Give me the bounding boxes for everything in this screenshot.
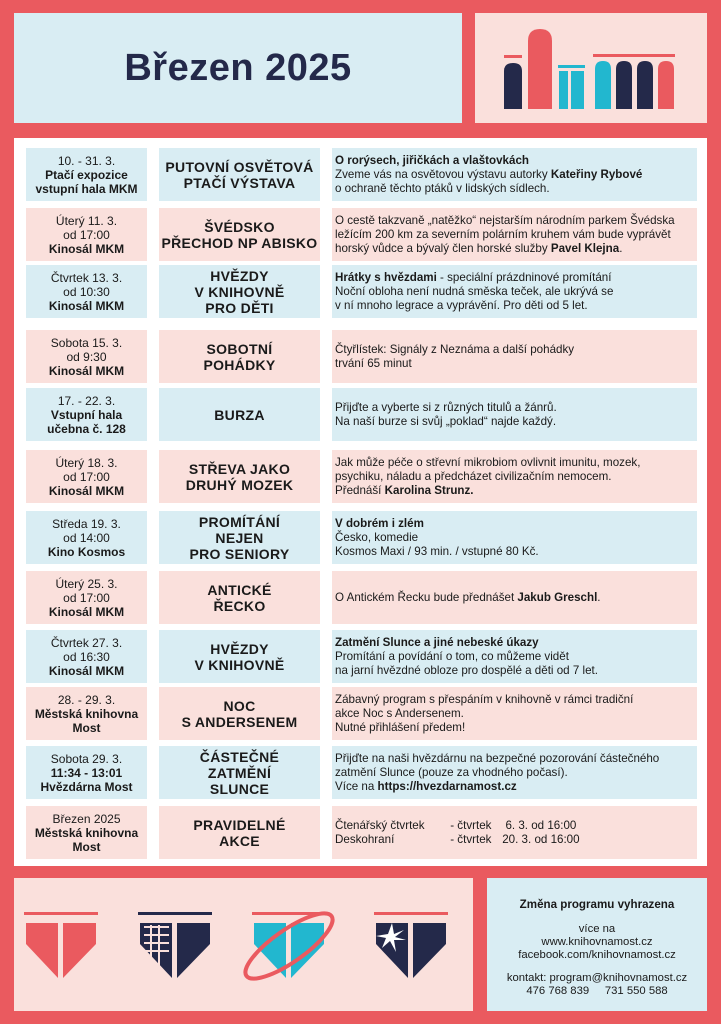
event-name-line: PUTOVNÍ OSVĚTOVÁ (165, 158, 314, 175)
event-description (332, 330, 697, 383)
program-list (14, 138, 707, 866)
event-description-line (335, 693, 697, 707)
event-description (332, 388, 697, 441)
event-description (332, 571, 697, 624)
event-row (24, 330, 697, 383)
event-description-line (335, 271, 697, 285)
event-description-line (335, 531, 697, 545)
highlighted-text: Kateřiny Rybové (550, 167, 643, 181)
event-description-line (335, 214, 697, 228)
event-when-where (26, 330, 147, 383)
regular-event-field: 6. 3. od 16:00 (499, 818, 577, 832)
event-description-line (335, 242, 697, 256)
highlighted-text: Hrátky s hvězdami (335, 270, 437, 284)
event-name-line: ANTICKÉ (207, 581, 272, 598)
description-text: v ní mnoho legrace a vyprávění. Pro děti od 5 let. (335, 298, 588, 312)
event-location: Městská knihovna (34, 706, 139, 721)
heart-logos-panel (14, 878, 473, 1011)
event-location: Most (72, 839, 101, 854)
event-name-line: PROMÍTÁNÍ (198, 513, 281, 530)
event-name (159, 630, 320, 683)
event-location: Kinosál MKM (48, 483, 125, 498)
description-text: . (597, 590, 601, 604)
event-name-line: ZATMĚNÍ (207, 764, 272, 781)
description-text: Noční obloha není nudná směska teček, ale ukrývá se (335, 284, 614, 298)
event-date: Úterý 18. 3. (55, 455, 118, 470)
event-name-line: ŘECKO (213, 597, 266, 614)
event-description-line (335, 484, 697, 498)
event-date: Sobota 29. 3. (50, 751, 123, 766)
event-name-line: PŘECHOD NP ABISKO (161, 234, 318, 251)
event-location: 11:34 - 13:01 (50, 765, 123, 780)
regular-event-line (335, 833, 697, 847)
event-location: Kinosál MKM (48, 298, 125, 313)
event-date: 28. - 29. 3. (57, 692, 116, 707)
description-text: ležícím 200 km za severním polárním kruhem vám bude vyprávět (335, 227, 671, 241)
event-description-line (335, 752, 697, 766)
event-description-line (335, 343, 697, 357)
event-when-where (26, 746, 147, 799)
page-title: Březen 2025 (124, 46, 352, 89)
event-description-line (335, 780, 697, 794)
event-name (159, 450, 320, 503)
event-row (24, 265, 697, 318)
event-name-line: ŠVÉDSKO (204, 218, 275, 235)
event-location: učebna č. 128 (47, 421, 126, 436)
event-description-line (335, 650, 697, 664)
event-description-line (335, 456, 697, 470)
event-name-line: S ANDERSENEM (181, 713, 298, 730)
event-description (332, 265, 697, 318)
event-name (159, 511, 320, 564)
event-date: Středa 19. 3. (52, 516, 121, 531)
event-name-line: STŘEVA JAKO (188, 460, 291, 477)
event-name (159, 148, 320, 201)
event-name (159, 746, 320, 799)
event-name (159, 806, 320, 859)
navy-heart-star-icon (374, 912, 448, 978)
highlighted-text: https://hvezdarnamost.cz (377, 779, 517, 793)
event-when-where (26, 511, 147, 564)
event-date: od 17:00 (63, 590, 110, 605)
event-name-line: PRO SENIORY (189, 545, 290, 562)
highlighted-text: Jakub Greschl (517, 590, 598, 604)
event-location: Kino Kosmos (47, 544, 126, 559)
event-when-where (26, 806, 147, 859)
highlighted-text: Pavel Klejna (550, 241, 620, 255)
event-description (332, 687, 697, 740)
regular-event-field: - čtvrtek (447, 818, 492, 832)
description-text: Zábavný program s přespáním v knihovně v rámci tradiční (335, 692, 634, 706)
description-text: Přijďte a vyberte si z různých titulů a žánrů. (335, 400, 557, 414)
library-building-logo-icon (475, 13, 707, 123)
description-text: O Antickém Řecku bude přednášet (335, 590, 518, 604)
event-description-line (335, 357, 697, 371)
event-description-line (335, 228, 697, 242)
contact-panel (487, 878, 707, 1011)
event-name (159, 265, 320, 318)
contact-email[interactable]: kontakt: program@knihovnamost.cz (506, 972, 688, 984)
event-row (24, 511, 697, 564)
program-change-notice: Změna programu vyhrazena (519, 898, 675, 911)
event-location: Vstupní hala (50, 407, 123, 422)
event-location: Kinosál MKM (48, 241, 125, 256)
event-when-where (26, 687, 147, 740)
event-row (24, 630, 697, 683)
event-description-line (335, 664, 697, 678)
event-description-line (335, 168, 697, 182)
event-name-line: AKCE (219, 832, 260, 849)
event-date: Úterý 11. 3. (55, 213, 118, 228)
event-description (332, 148, 697, 201)
event-description-line (335, 545, 697, 559)
event-date: 10. - 31. 3. (57, 153, 116, 168)
event-description-line (335, 636, 697, 650)
event-location: vstupní hala MKM (35, 181, 138, 196)
description-text: Více na (335, 779, 378, 793)
event-when-where (26, 450, 147, 503)
event-when-where (26, 148, 147, 201)
event-name-line: HVĚZDY (210, 267, 269, 284)
description-text: Jak může péče o střevní mikrobiom ovlivnit imunitu, mozek, (335, 455, 641, 469)
event-location: Most (72, 720, 101, 735)
description-text: Promítání a povídání o tom, co můžeme vidět (335, 649, 569, 663)
event-date: Čtvrtek 13. 3. (50, 270, 123, 285)
event-name-line: V KNIHOVNĚ (194, 656, 285, 673)
description-text: Na naší burze si svůj „poklad“ najde každý. (335, 414, 557, 428)
event-name-line: SLUNCE (209, 780, 270, 797)
event-name (159, 388, 320, 441)
description-text: na jarní hvězdné obloze pro dospělé a děti od 7 let. (335, 663, 598, 677)
event-description-line (335, 707, 697, 721)
highlighted-text: V dobrém i zlém (335, 516, 424, 530)
event-description-line (335, 591, 697, 605)
description-text: Zveme vás na osvětovou výstavu autorky (335, 167, 551, 181)
description-text: psychiku, náladu a předcházet civilizačním nemocem. (335, 469, 612, 483)
cyan-heart-orbit-icon (237, 903, 341, 989)
event-location: Kinosál MKM (48, 604, 125, 619)
event-date: 17. - 22. 3. (57, 393, 116, 408)
event-description (332, 511, 697, 564)
event-description-line (335, 182, 697, 196)
highlighted-text: O rorýsech, jiřičkách a vlaštovkách (335, 153, 529, 167)
contact-phones: 476 768 839 731 550 588 (526, 985, 668, 997)
event-description-line (335, 517, 697, 531)
description-text: Nutné přihlášení předem! (335, 720, 466, 734)
event-when-where (26, 265, 147, 318)
event-when-where (26, 388, 147, 441)
navy-heart-window-icon (138, 912, 212, 978)
event-row (24, 148, 697, 201)
event-when-where (26, 571, 147, 624)
event-location: Městská knihovna (34, 825, 139, 840)
description-text: Česko, komedie (335, 530, 419, 544)
event-description (332, 630, 697, 683)
event-date: od 16:30 (63, 649, 110, 664)
event-location: Hvězdárna Most (40, 779, 133, 794)
highlighted-text: Zatmění Slunce a jiné nebeské úkazy (335, 635, 539, 649)
event-description-line (335, 285, 697, 299)
highlighted-text: Karolina Strunz. (384, 483, 474, 497)
description-text: Přednáší (335, 483, 385, 497)
event-date: od 17:00 (63, 469, 110, 484)
regular-event-line (335, 819, 697, 833)
event-when-where (26, 630, 147, 683)
description-text: - speciální prázdninové promítání (436, 270, 612, 284)
description-text: Kosmos Maxi / 93 min. / vstupné 80 Kč. (335, 544, 539, 558)
event-name-line: NOC (223, 697, 256, 714)
description-text: Přijďte na naši hvězdárnu na bezpečné pozorování částečného (335, 751, 660, 765)
event-description (332, 806, 697, 859)
event-description-line (335, 721, 697, 735)
event-name-line: DRUHÝ MOZEK (185, 476, 294, 493)
event-name (159, 571, 320, 624)
event-row (24, 450, 697, 503)
regular-event-field: Čtenářský čtvrtek (335, 818, 425, 832)
event-name-line: NEJEN (215, 529, 264, 546)
description-text: . (619, 241, 623, 255)
event-row (24, 746, 697, 799)
event-name-line: HVĚZDY (210, 640, 269, 657)
library-logo-panel (475, 13, 707, 123)
event-name-line: POHÁDKY (203, 356, 276, 373)
regular-event-field: 20. 3. od 16:00 (499, 832, 580, 846)
red-heart-icon (24, 912, 98, 978)
event-name-line: PRAVIDELNÉ (193, 816, 286, 833)
event-when-where (26, 208, 147, 261)
event-description-line (335, 299, 697, 313)
event-description (332, 746, 697, 799)
event-name (159, 208, 320, 261)
event-row (24, 208, 697, 261)
event-description-line (335, 415, 697, 429)
description-text: Čtyřlístek: Signály z Neznáma a další pohádky (335, 342, 575, 356)
event-row (24, 687, 697, 740)
event-date: od 17:00 (63, 227, 110, 242)
event-name-line: V KNIHOVNĚ (194, 283, 285, 300)
event-description-line (335, 401, 697, 415)
event-date: od 14:00 (63, 530, 110, 545)
event-date: od 9:30 (66, 349, 107, 364)
event-date: od 10:30 (63, 284, 110, 299)
description-text: O cestě takzvaně „natěžko“ nejstarším národním parkem Švédska (335, 213, 675, 227)
event-row (24, 806, 697, 859)
event-name-line: ČÁSTEČNÉ (199, 748, 280, 765)
title-panel (14, 13, 462, 123)
facebook-link[interactable]: facebook.com/knihovnamost.cz (518, 949, 676, 961)
description-text: akce Noc s Andersenem. (335, 706, 464, 720)
event-location: Ptačí expozice (45, 167, 128, 182)
event-date: Čtvrtek 27. 3. (50, 635, 123, 650)
event-row (24, 571, 697, 624)
event-description (332, 450, 697, 503)
event-date: Březen 2025 (52, 811, 121, 826)
regular-event-field: - čtvrtek (447, 832, 492, 846)
event-location: Kinosál MKM (48, 663, 125, 678)
regular-event-field: Deskohraní (335, 832, 395, 846)
event-date: Úterý 25. 3. (55, 576, 118, 591)
event-description (332, 208, 697, 261)
event-name-line: PTAČÍ VÝSTAVA (183, 174, 296, 191)
heart-logos (14, 878, 473, 1011)
event-name-line: SOBOTNÍ (206, 340, 273, 357)
event-date: Sobota 15. 3. (50, 335, 123, 350)
event-name (159, 687, 320, 740)
event-name (159, 330, 320, 383)
event-description-line (335, 766, 697, 780)
event-location: Kinosál MKM (48, 363, 125, 378)
more-info-label: více na (578, 923, 616, 935)
event-row (24, 388, 697, 441)
website-link[interactable]: www.knihovnamost.cz (541, 936, 653, 948)
description-text: horský vůdce a bývalý člen horské služby (335, 241, 551, 255)
event-name-line: PRO DĚTI (205, 299, 274, 316)
description-text: trvání 65 minut (335, 356, 412, 370)
event-description-line (335, 154, 697, 168)
description-text: o ochraně těchto ptáků v lidských sídlech. (335, 181, 550, 195)
event-name-line: BURZA (214, 406, 265, 423)
description-text: zatmění Slunce (pouze za vhodného počasí). (335, 765, 568, 779)
event-description-line (335, 470, 697, 484)
